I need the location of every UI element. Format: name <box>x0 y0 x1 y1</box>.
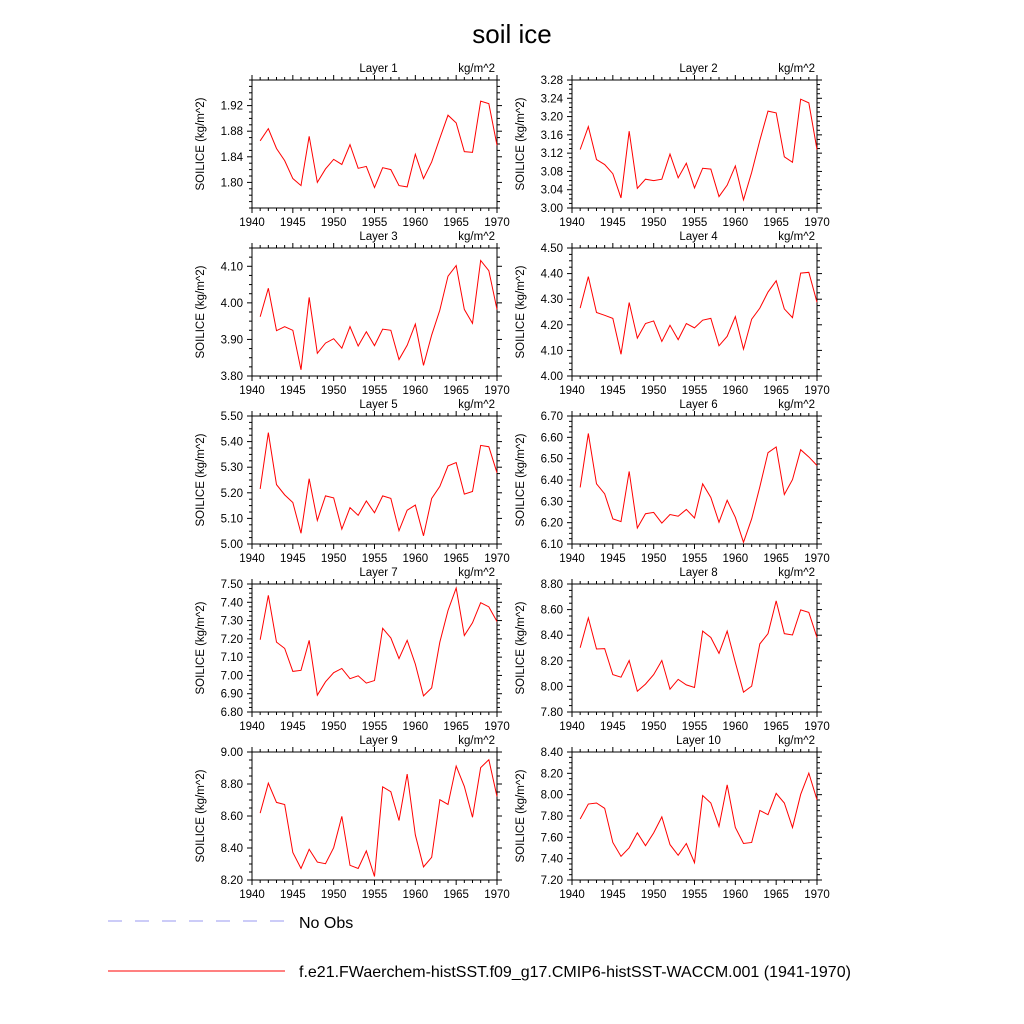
y-tick-label: 5.30 <box>220 462 243 475</box>
y-tick-label: 8.00 <box>540 789 563 802</box>
y-tick-label: 8.20 <box>540 655 563 668</box>
x-tick-label: 1940 <box>239 721 265 733</box>
series-line-layer-6 <box>580 433 817 542</box>
units-label: kg/m^2 <box>458 231 495 243</box>
y-tick-label: 7.80 <box>540 811 563 823</box>
series-line-layer-5 <box>260 433 497 536</box>
panel-title: Layer 8 <box>679 567 718 579</box>
panel-layer-1 <box>195 63 510 229</box>
y-tick-label: 4.00 <box>220 297 243 310</box>
y-tick-label: 8.40 <box>540 630 563 643</box>
x-tick-label: 1960 <box>722 721 749 733</box>
units-label: kg/m^2 <box>778 567 815 579</box>
x-tick-label: 1955 <box>681 217 708 229</box>
panel-layer-2 <box>515 63 830 229</box>
units-label: kg/m^2 <box>778 735 815 747</box>
y-tick-label: 7.80 <box>540 707 563 719</box>
units-label: kg/m^2 <box>778 399 815 411</box>
y-tick-label: 1.88 <box>220 126 243 139</box>
y-tick-label: 4.30 <box>540 294 563 307</box>
x-tick-label: 1965 <box>443 217 469 229</box>
series-line-layer-1 <box>260 101 497 187</box>
x-tick-label: 1960 <box>402 889 429 901</box>
x-tick-label: 1965 <box>763 721 789 733</box>
y-tick-label: 8.20 <box>540 768 563 781</box>
series-line-layer-2 <box>580 99 817 200</box>
y-axis-label: SOILICE (kg/m^2) <box>195 601 207 695</box>
series-line-layer-3 <box>260 260 497 369</box>
y-tick-label: 3.24 <box>540 93 563 106</box>
y-tick-label: 3.28 <box>540 75 563 87</box>
y-tick-label: 3.00 <box>540 203 563 215</box>
x-tick-label: 1960 <box>402 385 429 397</box>
x-tick-label: 1955 <box>681 553 708 565</box>
y-tick-label: 8.00 <box>540 681 563 694</box>
y-tick-label: 7.40 <box>220 597 243 610</box>
x-tick-label: 1940 <box>559 721 585 733</box>
panel-title: Layer 2 <box>679 63 718 75</box>
plot-frame <box>572 248 817 376</box>
y-tick-label: 8.20 <box>220 875 243 887</box>
x-tick-label: 1965 <box>763 553 789 565</box>
panel-title: Layer 5 <box>359 399 398 411</box>
series-line-layer-8 <box>580 601 817 692</box>
panel-layer-9 <box>195 735 510 901</box>
series-line-layer-10 <box>580 773 817 863</box>
y-axis-label: SOILICE (kg/m^2) <box>515 97 527 191</box>
y-tick-label: 4.40 <box>540 268 563 281</box>
y-tick-label: 1.80 <box>220 177 243 190</box>
x-tick-label: 1940 <box>559 553 585 565</box>
y-tick-label: 7.00 <box>220 670 243 683</box>
x-tick-label: 1945 <box>600 889 626 901</box>
y-tick-label: 6.10 <box>540 539 563 551</box>
x-tick-label: 1940 <box>239 217 265 229</box>
plot-frame <box>252 584 497 712</box>
x-tick-label: 1955 <box>681 889 708 901</box>
units-label: kg/m^2 <box>458 735 495 747</box>
y-tick-label: 3.04 <box>540 184 563 197</box>
x-tick-label: 1945 <box>600 217 626 229</box>
y-tick-label: 7.30 <box>220 615 243 628</box>
x-tick-label: 1970 <box>804 385 830 397</box>
x-tick-label: 1970 <box>804 889 830 901</box>
y-tick-label: 4.10 <box>540 345 563 358</box>
x-tick-label: 1940 <box>239 385 265 397</box>
y-tick-label: 8.60 <box>220 811 243 823</box>
plot-frame <box>572 416 817 544</box>
x-tick-label: 1970 <box>484 721 510 733</box>
x-tick-label: 1965 <box>443 721 469 733</box>
y-tick-label: 6.80 <box>220 707 243 719</box>
x-tick-label: 1970 <box>804 217 830 229</box>
x-tick-label: 1950 <box>640 385 667 397</box>
y-axis-label: SOILICE (kg/m^2) <box>515 601 527 695</box>
x-tick-label: 1965 <box>763 385 789 397</box>
x-tick-label: 1955 <box>681 721 708 733</box>
units-label: kg/m^2 <box>458 63 495 75</box>
y-tick-label: 6.90 <box>220 688 243 701</box>
y-tick-label: 8.80 <box>220 779 243 791</box>
units-label: kg/m^2 <box>778 231 815 243</box>
y-tick-label: 4.50 <box>540 243 563 255</box>
x-tick-label: 1955 <box>361 721 388 733</box>
panel-grid <box>195 63 830 901</box>
plot-frame <box>572 584 817 712</box>
panel-title: Layer 7 <box>359 567 398 579</box>
panel-title: Layer 9 <box>359 735 398 747</box>
panel-layer-5 <box>195 399 510 565</box>
panel-title: Layer 6 <box>679 399 718 411</box>
panel-layer-3 <box>195 231 510 397</box>
x-tick-label: 1965 <box>443 553 469 565</box>
x-tick-label: 1965 <box>443 889 469 901</box>
y-tick-label: 9.00 <box>220 747 243 759</box>
x-tick-label: 1955 <box>681 385 708 397</box>
x-tick-label: 1970 <box>804 721 830 733</box>
series-line-layer-4 <box>580 272 817 354</box>
series-line-layer-9 <box>260 760 497 877</box>
y-tick-label: 8.60 <box>540 604 563 617</box>
x-tick-label: 1970 <box>484 553 510 565</box>
y-axis-label: SOILICE (kg/m^2) <box>195 769 207 863</box>
x-tick-label: 1950 <box>640 721 667 733</box>
x-tick-label: 1950 <box>320 889 347 901</box>
y-axis-label: SOILICE (kg/m^2) <box>195 97 207 191</box>
y-tick-label: 6.40 <box>540 475 563 487</box>
units-label: kg/m^2 <box>778 63 815 75</box>
panel-layer-7 <box>195 567 510 733</box>
panel-title: Layer 3 <box>359 231 398 243</box>
x-tick-label: 1945 <box>600 721 626 733</box>
y-tick-label: 7.20 <box>220 633 243 646</box>
y-tick-label: 7.60 <box>540 832 563 845</box>
y-tick-label: 6.30 <box>540 496 563 509</box>
x-tick-label: 1960 <box>722 553 749 565</box>
x-tick-label: 1945 <box>280 553 306 565</box>
x-tick-label: 1945 <box>280 889 306 901</box>
x-tick-label: 1950 <box>320 721 347 733</box>
y-tick-label: 8.40 <box>540 747 563 759</box>
y-tick-label: 4.20 <box>540 319 563 332</box>
x-tick-label: 1965 <box>443 385 469 397</box>
x-tick-label: 1960 <box>722 385 749 397</box>
legend-label-model-run: f.e21.FWaerchem-histSST.f09_g17.CMIP6-histSST-WACCM.001 (1941-1970) <box>299 964 851 981</box>
panel-layer-4 <box>515 231 830 397</box>
legend <box>108 915 851 981</box>
y-tick-label: 5.20 <box>220 487 243 500</box>
y-axis-label: SOILICE (kg/m^2) <box>515 265 527 359</box>
x-tick-label: 1970 <box>484 217 510 229</box>
y-tick-label: 5.40 <box>220 436 243 449</box>
x-tick-label: 1955 <box>361 385 388 397</box>
y-axis-label: SOILICE (kg/m^2) <box>195 265 207 359</box>
y-tick-label: 1.92 <box>220 100 243 113</box>
x-tick-label: 1965 <box>763 217 789 229</box>
y-tick-label: 6.60 <box>540 432 563 445</box>
y-tick-label: 5.00 <box>220 539 243 551</box>
panel-title: Layer 10 <box>676 735 721 747</box>
x-tick-label: 1940 <box>559 385 585 397</box>
x-tick-label: 1960 <box>722 217 749 229</box>
x-tick-label: 1950 <box>640 553 667 565</box>
x-tick-label: 1950 <box>640 889 667 901</box>
x-tick-label: 1955 <box>361 217 388 229</box>
panel-title: Layer 4 <box>679 231 718 243</box>
x-tick-label: 1960 <box>402 217 429 229</box>
x-tick-label: 1945 <box>600 553 626 565</box>
x-tick-label: 1945 <box>280 385 306 397</box>
units-label: kg/m^2 <box>458 567 495 579</box>
x-tick-label: 1945 <box>600 385 626 397</box>
y-tick-label: 3.16 <box>540 129 563 142</box>
x-tick-label: 1970 <box>484 889 510 901</box>
x-tick-label: 1940 <box>239 889 265 901</box>
x-tick-label: 1960 <box>402 553 429 565</box>
y-tick-label: 7.10 <box>220 652 243 665</box>
y-tick-label: 7.50 <box>220 579 243 591</box>
y-tick-label: 6.50 <box>540 453 563 466</box>
y-tick-label: 1.84 <box>220 151 243 164</box>
y-tick-label: 7.20 <box>540 875 563 887</box>
x-tick-label: 1945 <box>280 217 306 229</box>
y-tick-label: 8.80 <box>540 579 563 591</box>
y-tick-label: 4.10 <box>220 261 243 274</box>
panel-title: Layer 1 <box>359 63 398 75</box>
x-tick-label: 1940 <box>559 889 585 901</box>
x-tick-label: 1945 <box>280 721 306 733</box>
y-tick-label: 6.20 <box>540 517 563 530</box>
y-tick-label: 5.10 <box>220 513 243 526</box>
x-tick-label: 1970 <box>484 385 510 397</box>
x-tick-label: 1950 <box>320 553 347 565</box>
x-tick-label: 1950 <box>640 217 667 229</box>
y-tick-label: 5.50 <box>220 411 243 423</box>
x-tick-label: 1940 <box>559 217 585 229</box>
panel-layer-10 <box>515 735 830 901</box>
y-tick-label: 7.40 <box>540 853 563 866</box>
y-axis-label: SOILICE (kg/m^2) <box>515 433 527 527</box>
series-line-layer-7 <box>260 588 497 696</box>
y-axis-label: SOILICE (kg/m^2) <box>195 433 207 527</box>
y-tick-label: 4.00 <box>540 371 563 383</box>
x-tick-label: 1955 <box>361 889 388 901</box>
x-tick-label: 1960 <box>402 721 429 733</box>
panel-layer-8 <box>515 567 830 733</box>
y-tick-label: 3.08 <box>540 166 563 179</box>
figure-title: soil ice <box>472 19 552 49</box>
x-tick-label: 1965 <box>763 889 789 901</box>
y-tick-label: 3.12 <box>540 148 563 161</box>
y-axis-label: SOILICE (kg/m^2) <box>515 769 527 863</box>
panel-layer-6 <box>515 399 830 565</box>
y-tick-label: 3.80 <box>220 371 243 383</box>
x-tick-label: 1950 <box>320 385 347 397</box>
x-tick-label: 1970 <box>804 553 830 565</box>
x-tick-label: 1955 <box>361 553 388 565</box>
y-tick-label: 3.90 <box>220 334 243 347</box>
y-tick-label: 6.70 <box>540 411 563 423</box>
y-tick-label: 8.40 <box>220 843 243 855</box>
plot-frame <box>252 248 497 376</box>
y-tick-label: 3.20 <box>540 111 563 124</box>
x-tick-label: 1960 <box>722 889 749 901</box>
plot-frame <box>252 752 497 880</box>
x-tick-label: 1940 <box>239 553 265 565</box>
legend-label-no-obs: No Obs <box>299 915 354 932</box>
x-tick-label: 1950 <box>320 217 347 229</box>
units-label: kg/m^2 <box>458 399 495 411</box>
